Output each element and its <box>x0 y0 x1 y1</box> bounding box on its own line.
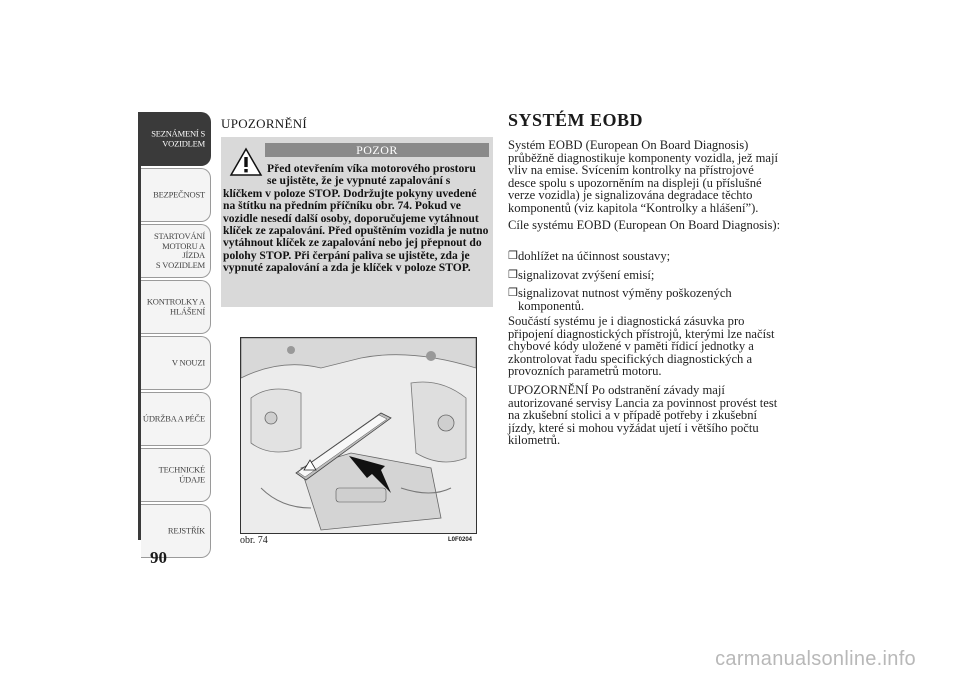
warning-box <box>221 137 493 307</box>
tab-label: TECHNICKÉ ÚDAJE <box>158 464 205 484</box>
warning-text <box>223 163 491 275</box>
watermark: carmanualsonline.info <box>715 648 916 670</box>
figure-caption: obr. 74 <box>240 535 268 546</box>
tab-udrzba[interactable] <box>141 392 211 446</box>
paragraph-4-text: Po odstranění závady mají autorizované servisy Lancia za povinnost provést test na zkušební stolici a v případě potřeby i zkušební jízdy, které si mohou vyžádat ujetí i většího počtu kilometrů. <box>508 383 778 448</box>
bullet-list <box>508 250 783 312</box>
checkbox-icon: ❒ <box>508 268 518 281</box>
warning-text-line2: se ujistěte, že je vypnuté zapalování s <box>267 174 451 188</box>
engine-bay-figure <box>240 337 477 534</box>
paragraph-1: Systém EOBD (European On Board Diagnosis) průběžně diagnostikuje komponenty vozidla, jež mají vliv na emise. Svícením kontrolky na přístrojové desce spolu s upozorněním na displeji (u příslušné verze vozidla) je signalizována degradace těchto komponentů (viz kapitola “Kontrolky a hlášení”). <box>508 138 778 215</box>
list-item-text: signalizovat nutnost výměny poškozených komponentů. <box>518 286 732 313</box>
tab-label: ÚDRŽBA A PÉČE <box>142 413 205 424</box>
warning-title: POZOR <box>265 143 489 157</box>
tab-label: BEZPEČNOST <box>153 189 205 200</box>
checkbox-icon: ❒ <box>508 250 518 262</box>
page-number: 90 <box>150 548 167 567</box>
list-item-text: dohlížet na účinnost soustavy; <box>518 249 671 263</box>
list-item-text: signalizovat zvýšení emisí; <box>518 267 655 282</box>
warning-text-rest: klíčkem v poloze STOP. Dodržujte pokyny uvedené na štítku na předním příčníku obr. 74. Pokud ve vozidle nesedí další osoby, doporučujeme vytáhnout klíček ze zapalování. Před opuštěním vozidla je nutno vytáhnout klíček ze zapalování nebo jej přepnout do polohy STOP. Při čerpání paliva se ujistěte, zda je vypnuté zapalování a zda je klíček v poloze STOP. <box>223 186 489 275</box>
paragraph-4-label: UPOZORNĚNÍ <box>508 383 589 397</box>
list-item <box>508 250 783 263</box>
tab-label: V NOUZI <box>171 357 205 368</box>
paragraph-3: Součástí systému je i diagnostická zásuvka pro připojení diagnostických přístrojů, kterými lze načíst chybové kódy uložené v paměti řídicí jednotky a zkontrolovat řadu specifických diagnostických a provozních parametrů motoru. <box>508 314 775 379</box>
tab-label: STARTOVÁNÍ MOTORU A JÍZDA S VOZIDLEM <box>154 231 205 270</box>
tab-seznameni[interactable] <box>141 112 211 166</box>
tab-startovani[interactable] <box>141 224 211 278</box>
list-item <box>508 269 783 282</box>
tab-technicke[interactable] <box>141 448 211 502</box>
tab-v-nouzi[interactable] <box>141 336 211 390</box>
paragraph-2: Cíle systému EOBD (European On Board Diagnosis): <box>508 218 781 232</box>
tab-label: KONTROLKY A HLÁŠENÍ <box>146 296 205 316</box>
section-heading: UPOZORNĚNÍ <box>221 116 308 131</box>
figure-code: L0F0204 <box>448 537 473 543</box>
checkbox-icon: ❒ <box>508 287 518 300</box>
tab-kontrolky[interactable] <box>141 280 211 334</box>
list-item <box>508 287 783 312</box>
tab-bezpecnost[interactable] <box>141 168 211 222</box>
section-title: SYSTÉM EOBD <box>508 110 644 130</box>
engine-bay-drawing <box>241 338 476 533</box>
chapter-tabs <box>141 112 211 560</box>
warning-text-line1: Před otevřením víka motorového prostoru <box>267 162 476 175</box>
tab-label: REJSTŘÍK <box>167 525 205 536</box>
paragraph-4 <box>508 384 783 447</box>
tab-label: SEZNÁMENÍ S VOZIDLEM <box>151 128 205 148</box>
